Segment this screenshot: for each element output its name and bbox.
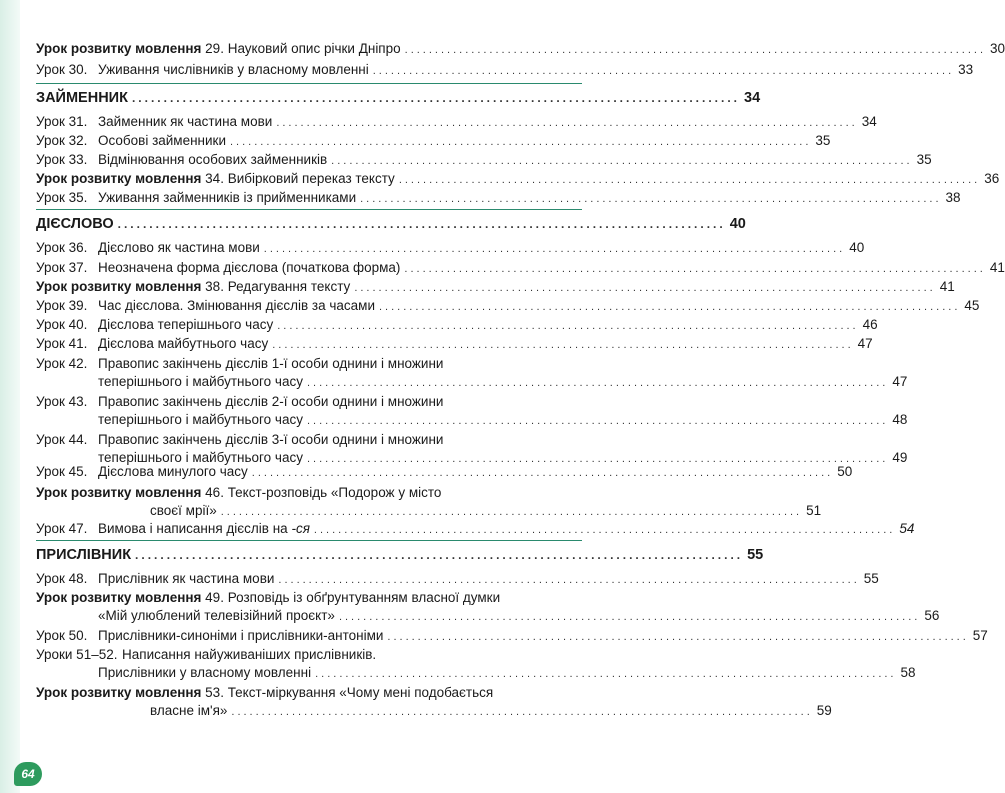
entry-label: Урок 48. — [36, 571, 88, 586]
side-color-strip — [0, 0, 20, 793]
entry-label: Урок 32. — [36, 133, 88, 148]
entry-label: Урок 47. — [36, 521, 88, 536]
entry-title: 38. Редагування тексту — [205, 279, 351, 294]
entry-title: Займенник як частина мови — [98, 114, 273, 129]
entry-page: 48 — [892, 412, 908, 427]
entry-title: 49. Розповідь із обґрунтуванням власної думки — [205, 590, 501, 605]
section-divider — [36, 209, 582, 210]
entry-page: 47 — [857, 336, 873, 351]
entry-title: Правопис закінчень дієслів 2-ї особи однини і множини — [98, 394, 444, 409]
section-page: 34 — [744, 90, 761, 106]
entry-title: Особові займенники — [98, 133, 226, 148]
entry-title: 46. Текст-розповідь «Подорож у місто — [205, 485, 442, 500]
entry-label: Урок 39. — [36, 298, 88, 313]
entry-label: Уроки 51–52. — [36, 647, 118, 662]
entry-page: 34 — [861, 114, 877, 129]
entry-title-suffix: -ся — [291, 521, 310, 536]
section-heading-zaimennyk[interactable]: ЗАЙМЕННИК ................................................................................................ 34 — [36, 90, 761, 106]
entry-label: Урок 43. — [36, 394, 88, 409]
entry-page: 45 — [964, 298, 980, 313]
entry-label: Урок 40. — [36, 317, 88, 332]
entry-label: Урок 31. — [36, 114, 88, 129]
entry-title: Дієслова минулого часу — [98, 464, 248, 479]
entry-page: 36 — [984, 171, 1000, 186]
section-page: 55 — [747, 547, 764, 563]
entry-page: 40 — [849, 240, 865, 255]
entry-label: Урок 30. — [36, 62, 88, 77]
entry-title: Відмінювання особових займенників — [98, 152, 328, 167]
toc-entry[interactable]: Урок розвитку мовлення 29. Науковий опис річки Дніпро ................................................................................................ 30 — [36, 41, 1005, 56]
entry-label: Урок розвитку мовлення — [36, 279, 202, 294]
entry-page: 50 — [837, 464, 853, 479]
entry-page: 46 — [862, 317, 878, 332]
entry-page: 57 — [972, 628, 988, 643]
entry-title: Уживання числівників у власному мовленні — [98, 62, 369, 77]
entry-label: Урок розвитку мовлення — [36, 171, 202, 186]
entry-label: Урок 36. — [36, 240, 88, 255]
entry-title-cont: своєї мрії» — [150, 503, 217, 518]
toc-entry[interactable]: Урок розвитку мовлення 49. Розповідь із обґрунтуванням власної думки «Мій улюблений телевізійний проєкт» ................................................................................................ 56 — [36, 590, 940, 623]
entry-label: Урок 42. — [36, 356, 88, 371]
entry-title: Дієслова майбутнього часу — [98, 336, 269, 351]
toc-entry[interactable]: Урок розвитку мовлення 53. Текст-міркування «Чому мені подобається власне ім'я» ................................................................................................ 59 — [36, 685, 832, 718]
section-heading-pryslivnyk[interactable]: ПРИСЛІВНИК ................................................................................................ 55 — [36, 547, 764, 563]
entry-label: Урок розвитку мовлення — [36, 41, 202, 56]
entry-page: 41 — [939, 279, 955, 294]
entry-label: Урок 44. — [36, 432, 88, 447]
entry-label: Урок 41. — [36, 336, 88, 351]
entry-page: 38 — [945, 190, 961, 205]
section-page: 40 — [729, 216, 746, 232]
entry-label: Урок розвитку мовлення — [36, 685, 202, 700]
entry-label: Урок розвитку мовлення — [36, 590, 202, 605]
entry-title: Вимова і написання дієслів на — [98, 521, 288, 536]
entry-title: Неозначена форма дієслова (початкова форма) — [98, 260, 401, 275]
toc-entry[interactable]: Урок розвитку мовлення 34. Вибірковий переказ тексту ................................................................................................ 36 — [36, 171, 1000, 186]
page-number-badge: 64 — [14, 762, 42, 786]
entry-label: Урок 35. — [36, 190, 88, 205]
entry-title-cont: теперішнього і майбутнього часу — [98, 412, 303, 427]
entry-title: Прислівник як частина мови — [98, 571, 275, 586]
entry-page: 35 — [916, 152, 932, 167]
toc-entry[interactable]: Урок 42. Правопис закінчень дієслів 1-ї особи однини і множини теперішнього і майбутнього часу ................................................................................................ 47 — [36, 356, 908, 389]
entry-page: 51 — [806, 503, 822, 518]
entry-title-cont: «Мій улюблений телевізійний проєкт» — [98, 608, 335, 623]
entry-page: 54 — [899, 521, 915, 536]
entry-page: 35 — [815, 133, 831, 148]
entry-label: Урок розвитку мовлення — [36, 485, 202, 500]
entry-label: Урок 50. — [36, 628, 88, 643]
entry-title: 29. Науковий опис річки Дніпро — [205, 41, 401, 56]
section-heading-dieslovo[interactable]: ДІЄСЛОВО ................................................................................................ 40 — [36, 216, 746, 232]
toc-entry[interactable]: Урок 43. Правопис закінчень дієслів 2-ї особи однини і множини теперішнього і майбутнього часу ................................................................................................ 48 — [36, 394, 908, 427]
toc-entry[interactable]: Урок розвитку мовлення 46. Текст-розповідь «Подорож у місто своєї мрії» ................................................................................................ 51 — [36, 485, 822, 518]
entry-title: Прислівники-синоніми і прислівники-антоніми — [98, 628, 384, 643]
entry-title: Дієслова теперішнього часу — [98, 317, 274, 332]
entry-page: 58 — [900, 665, 916, 680]
toc-entry[interactable]: Уроки 51–52. Написання найуживаніших прислівників. Прислівники у власному мовленні ................................................................................................ 58 — [36, 647, 916, 680]
entry-title: 34. Вибірковий переказ тексту — [205, 171, 395, 186]
entry-title: Написання найуживаніших прислівників. — [122, 647, 377, 662]
entry-title-cont: теперішнього і майбутнього часу — [98, 450, 303, 465]
entry-label: Урок 45. — [36, 464, 88, 479]
entry-page: 55 — [863, 571, 879, 586]
entry-title: Дієслово як частина мови — [98, 240, 260, 255]
section-title: ПРИСЛІВНИК — [36, 547, 132, 563]
section-divider — [36, 83, 582, 84]
entry-title: Правопис закінчень дієслів 1-ї особи однини і множини — [98, 356, 444, 371]
entry-page: 47 — [892, 374, 908, 389]
entry-page: 41 — [989, 260, 1005, 275]
section-divider — [36, 540, 582, 541]
entry-page: 56 — [924, 608, 940, 623]
entry-title: 53. Текст-міркування «Чому мені подобається — [205, 685, 494, 700]
entry-page: 59 — [816, 703, 832, 718]
entry-title-cont: теперішнього і майбутнього часу — [98, 374, 303, 389]
entry-title-cont: Прислівники у власному мовленні — [98, 665, 312, 680]
toc-entry[interactable]: Урок 44. Правопис закінчень дієслів 3-ї особи однини і множини теперішнього і майбутнього часу ................................................................................................ 49 — [36, 432, 908, 465]
section-title: ДІЄСЛОВО — [36, 216, 114, 232]
toc-entry[interactable]: Урок розвитку мовлення 38. Редагування тексту ................................................................................................ 41 — [36, 279, 955, 294]
entry-label: Урок 33. — [36, 152, 88, 167]
entry-title-cont: власне ім'я» — [150, 703, 228, 718]
entry-page: 30 — [990, 41, 1005, 56]
entry-page: 33 — [958, 62, 974, 77]
entry-title: Правопис закінчень дієслів 3-ї особи однини і множини — [98, 432, 444, 447]
entry-page: 49 — [892, 450, 908, 465]
section-title: ЗАЙМЕННИК — [36, 90, 128, 106]
entry-label: Урок 37. — [36, 260, 88, 275]
entry-title: Уживання займенників із прийменниками — [98, 190, 357, 205]
entry-title: Час дієслова. Змінювання дієслів за часами — [98, 298, 375, 313]
